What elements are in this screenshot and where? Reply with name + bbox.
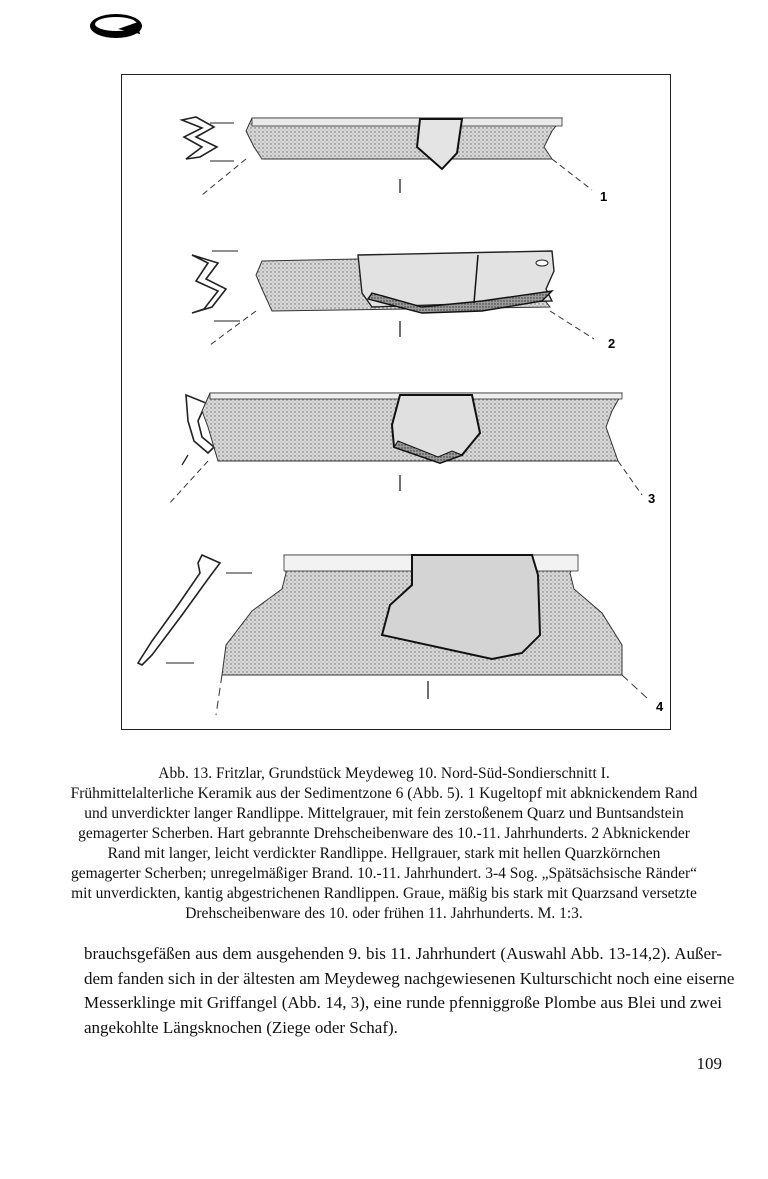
caption-line: und unverdickter langer Randlippe. Mittelgrauer, mit fein zerstoßenem Quarz und Buntsandstein — [84, 805, 684, 822]
publisher-logo-icon — [88, 10, 144, 40]
vessel-1-drawing — [182, 117, 592, 195]
body-line: Messerklinge mit Griffangel (Abb. 14, 3), eine runde pfenniggroße Plombe aus Blei und zwei — [84, 993, 722, 1012]
body-paragraph — [84, 942, 735, 1040]
vessel-4-label: 4 — [656, 699, 664, 714]
caption-line: Frühmittelalterliche Keramik aus der Sedimentzone 6 (Abb. 5). 1 Kugeltopf mit abknickendem Rand — [70, 785, 698, 802]
caption-line: mit unverdickten, kantig abgestrichenen Randlippen. Graue, mäßig bis stark mit Quarzsand versetzte — [71, 885, 697, 902]
pottery-figure — [121, 74, 671, 730]
vessel-3-drawing — [168, 393, 642, 505]
body-line: angekohlte Längsknochen (Ziege oder Schaf). — [84, 1017, 398, 1037]
caption-line: Abb. 13. Fritzlar, Grundstück Meydeweg 10. Nord-Süd-Sondierschnitt I. — [158, 765, 610, 782]
body-line: brauchsgefäßen aus dem ausgehenden 9. bis 11. Jahrhundert (Auswahl Abb. 13-14,2). Außer- — [84, 944, 722, 963]
page-number: 109 — [696, 1054, 722, 1073]
vessel-3-label: 3 — [648, 491, 656, 506]
vessel-4-drawing — [138, 555, 648, 715]
caption-line: gemagerter Scherben. Hart gebrannte Drehscheibenware des 10.-11. Jahrhunderts. 2 Abknickender — [78, 825, 690, 842]
pottery-drawings — [122, 75, 672, 731]
vessel-2-label: 2 — [608, 336, 616, 351]
vessel-1-label: 1 — [600, 189, 608, 204]
figure-caption — [60, 764, 708, 924]
caption-line: Drehscheibenware des 10. oder frühen 11. Jahrhunderts. M. 1:3. — [185, 905, 583, 922]
caption-line: Rand mit langer, leicht verdickter Randlippe. Hellgrauer, stark mit hellen Quarzkörnchen — [107, 845, 661, 862]
caption-line: gemagerter Scherben; unregelmäßiger Brand. 10.-11. Jahrhundert. 3-4 Sog. „Spätsächsische Ränder“ — [70, 865, 698, 882]
vessel-2-drawing — [192, 251, 594, 345]
body-line: dem fanden sich in der ältesten am Meydeweg nachgewiesenen Kulturschicht noch eine eiserne — [84, 968, 735, 988]
